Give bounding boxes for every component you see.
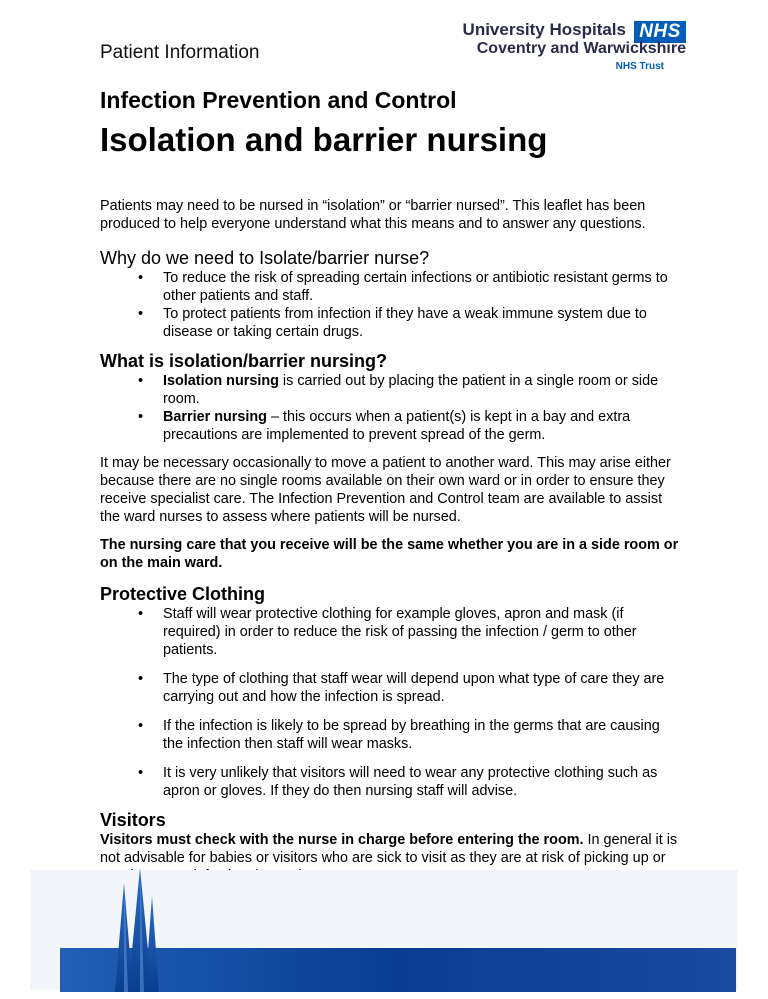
intro-paragraph: Patients may need to be nursed in “isolation” or “barrier nursed”. This leaflet has been produced to help everyone understand what this means and to answer any questions. [100, 198, 646, 232]
patient-information-label: Patient Information [100, 42, 260, 63]
protective-list [100, 605, 680, 800]
logo-university-hospitals: University Hospitals [462, 20, 626, 39]
bullet-icon: • [138, 765, 144, 781]
section-heading: Infection Prevention and Control [100, 87, 457, 113]
care-same-paragraph: The nursing care that you receive will be the same whether you are in a side room or on the main ward. [100, 537, 679, 571]
list-item: • To protect patients from infection if they have a weak immune system due to disease or taking certain drugs. [138, 306, 647, 340]
list-item: • It is very unlikely that visitors will need to wear any protective clothing such as apron or gloves. If they do then nursing staff will advise. [138, 765, 658, 799]
cathedral-spires-graphic [0, 868, 768, 994]
what-list [100, 372, 680, 444]
list-item: • To reduce the risk of spreading certain infections or antibiotic resistant germs to other patients and staff. [138, 270, 668, 304]
bullet-icon: • [138, 718, 144, 734]
list-item: • If the infection is likely to be spread by breathing in the germs that are causing the infection then staff will wear masks. [138, 718, 660, 752]
ward-move-paragraph: It may be necessary occasionally to move a patient to another ward. This may arise either because there are no single rooms available on their own ward or in order to ensure they receive specialist care. The Infection Prevention and Control team are available to assist the ward nurses to assess where patients will be nursed. [100, 455, 671, 525]
protective-heading: Protective Clothing [100, 584, 266, 604]
page-title: Isolation and barrier nursing [100, 121, 548, 158]
bullet-icon: • [138, 409, 144, 425]
nhs-trust-logo [446, 20, 686, 72]
leaflet-content [100, 86, 680, 931]
logo-coventry-warwickshire: Coventry and Warwickshire [476, 40, 686, 57]
bullet-icon: • [138, 306, 144, 322]
why-list [100, 269, 680, 341]
list-item: • Isolation nursing is carried out by placing the patient in a single room or side room. [138, 373, 659, 407]
list-item: • The type of clothing that staff wear will depend upon what type of care they are carrying out and how the infection is spread. [138, 671, 665, 705]
logo-nhs-trust: NHS Trust [615, 61, 664, 72]
visitors-heading: Visitors [100, 810, 166, 830]
why-heading: Why do we need to Isolate/barrier nurse? [100, 248, 430, 268]
bullet-icon: • [138, 270, 144, 286]
bullet-icon: • [138, 373, 144, 389]
what-heading: What is isolation/barrier nursing? [100, 351, 388, 371]
footer-decoration [0, 868, 768, 994]
bullet-icon: • [138, 671, 144, 687]
bullet-icon: • [138, 606, 144, 622]
list-item: • Barrier nursing – this occurs when a patient(s) is kept in a bay and extra precautions are implemented to prevent spread of the germ. [138, 409, 631, 443]
list-item: • Staff will wear protective clothing for example gloves, apron and mask (if required) in order to reduce the risk of passing the infection / germ to other patients. [138, 606, 637, 658]
nhs-logo-box: NHS [634, 21, 686, 43]
visitors-paragraph: Visitors must check with the nurse in charge before entering the room. In general it is not advisable for babies or visitors who are sick to visit as they are at risk of picking up or [100, 832, 678, 866]
